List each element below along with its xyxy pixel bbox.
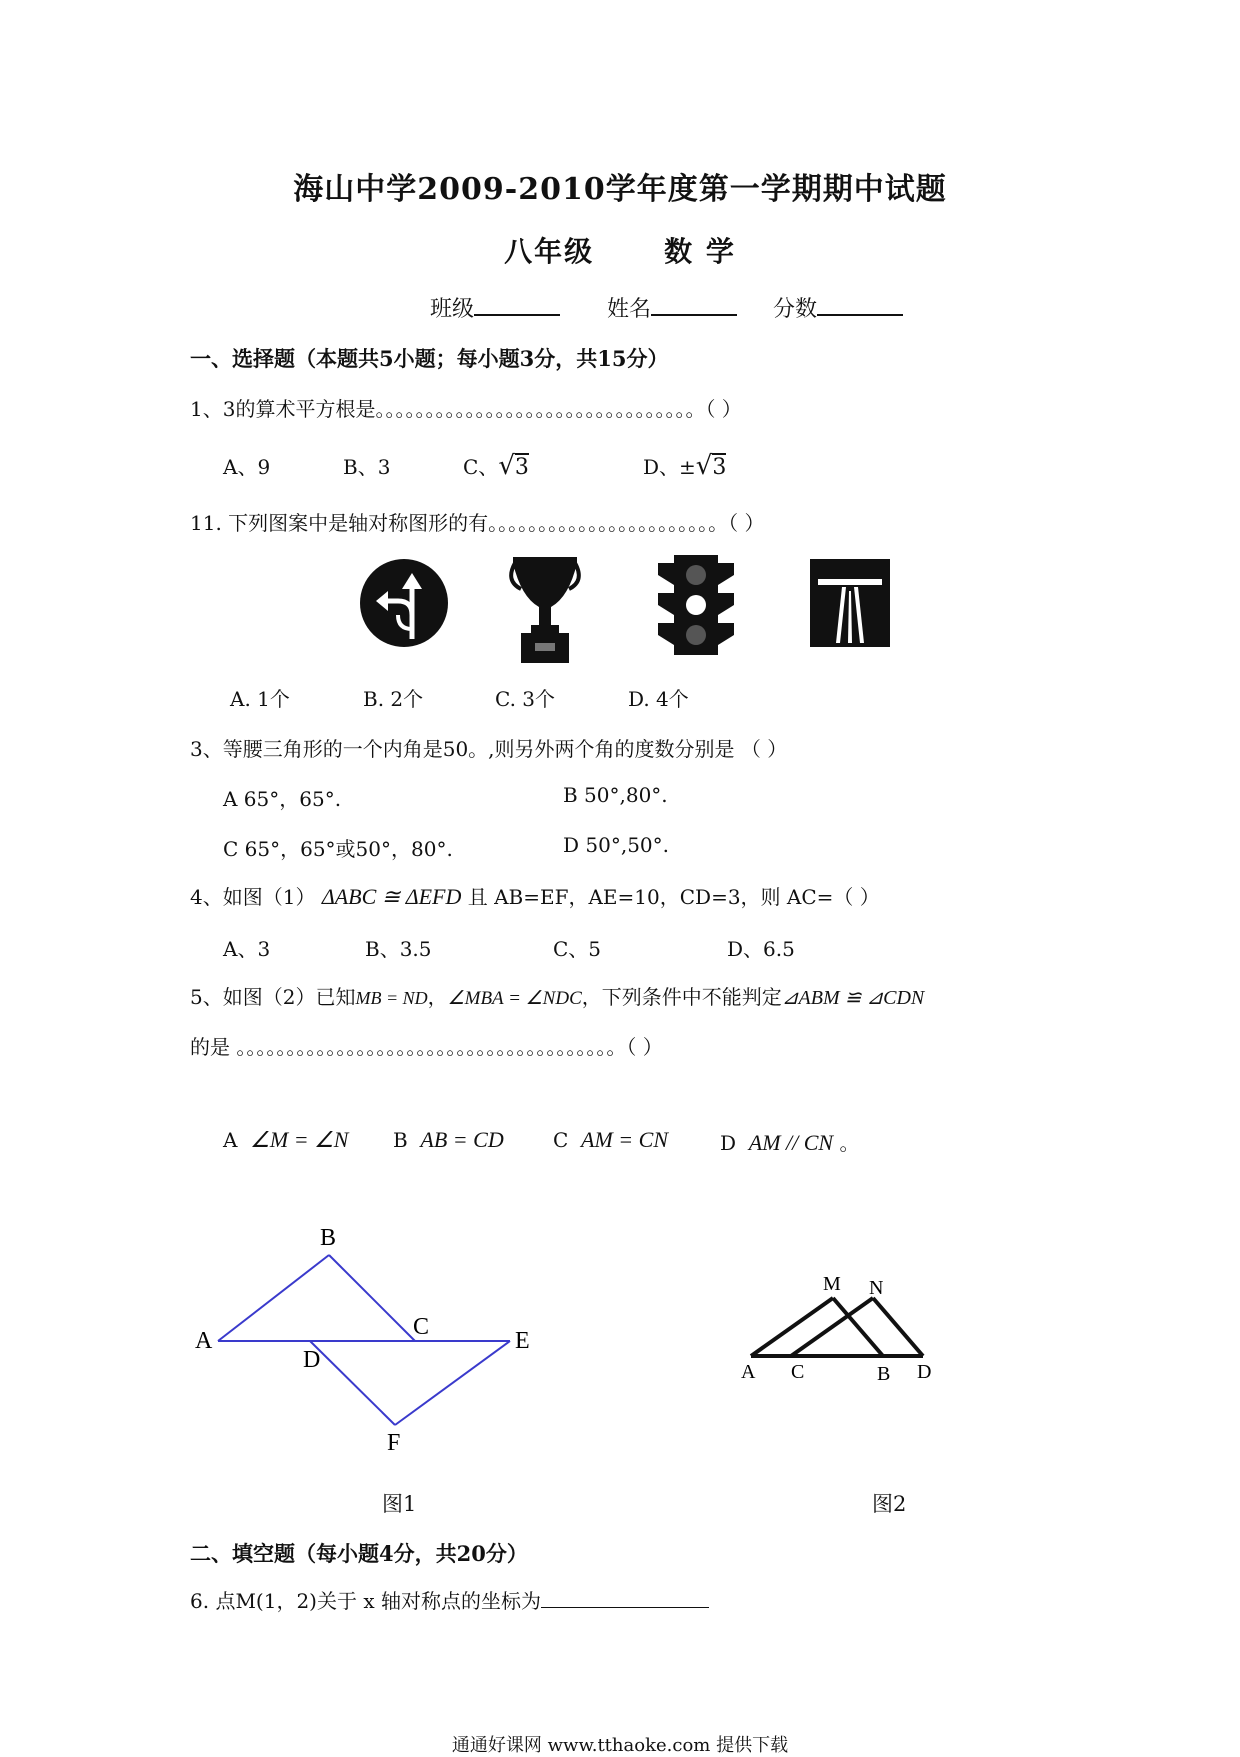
subject-label: 数 学: [664, 235, 736, 268]
q4-option-c: C、5: [553, 937, 602, 961]
exam-title: 海山中学2009-2010学年度第一学期期中试题: [293, 172, 947, 207]
figure1-diagram: [185, 1215, 545, 1465]
q3-option-b: B 50°,80°.: [563, 783, 668, 807]
q5-option-c: C AM = CN: [553, 1127, 668, 1152]
q1-option-b: B、3: [343, 455, 391, 479]
q2-option-c: C. 3个: [495, 687, 556, 711]
exam-subtitle: [0, 230, 1240, 270]
label-a: A: [741, 1361, 756, 1383]
q4-option-b: B、3.5: [365, 937, 432, 961]
q1-option-c: C、√3: [463, 451, 529, 481]
label-c: C: [791, 1361, 805, 1383]
figure1-caption: 图1: [382, 1492, 417, 1516]
segment-cn: [791, 1298, 873, 1356]
label-d: D: [303, 1347, 321, 1373]
q3-option-a: A 65°，65°.: [223, 787, 342, 811]
q2-option-d: D. 4个: [628, 687, 689, 711]
score-field: [773, 292, 903, 323]
q4-option-a: A、3: [223, 937, 271, 961]
label-a: A: [195, 1328, 213, 1354]
segment-fe: [395, 1341, 510, 1425]
label-c: C: [413, 1314, 430, 1340]
q5-stem: 5、如图（2）已知MB = ND，∠MBA = ∠NDC，下列条件中不能判定⊿ABM ≌ ⊿CDN: [190, 985, 925, 1009]
q1-stem: 1、3的算术平方根是。。。。。。。。。。。。。。。。。。。。。。。。。。。。。。。。（ ）: [190, 397, 742, 421]
class-field: [430, 292, 560, 323]
q5-option-a: A ∠M = ∠N: [223, 1127, 349, 1152]
q5-stem-line2: 的是 。。。。。。。。。。。。。。。。。。。。。。。。。。。。。。。。。。。。。。（ ）: [190, 1035, 663, 1059]
segment-am: [751, 1298, 833, 1356]
segment-ab: [218, 1255, 329, 1341]
segment-bc: [329, 1255, 415, 1341]
q4-stem: 4、如图（1） ΔABC ≅ ΔEFD 且 AB=EF，AE=10，CD=3，则 AC=（ ）: [190, 884, 880, 909]
name-field: [607, 292, 737, 323]
label-n: N: [869, 1277, 884, 1299]
q5-option-d: D AM // CN 。: [720, 1130, 860, 1155]
sqrt-radicand: 3: [514, 455, 529, 480]
label-b: B: [877, 1363, 891, 1385]
section1-heading: 一、选择题（本题共5小题；每小题3分，共15分）: [190, 346, 669, 371]
figure2-caption: 图2: [872, 1492, 907, 1516]
grade-label: 八年级: [504, 235, 595, 268]
q1-option-a: A、9: [223, 455, 271, 479]
segment-nd: [873, 1298, 923, 1356]
q4-congruence: ΔABC ≅ ΔEFD: [321, 884, 462, 909]
sqrt-radicand: 3: [712, 455, 727, 480]
label-d: D: [917, 1361, 932, 1383]
label-b: B: [320, 1225, 337, 1251]
q6-blank: [541, 1589, 709, 1608]
q2-stem: 11. 下列图案中是轴对称图形的有。。。。。。。。。。。。。。。。。。。。。。。（ ）: [190, 511, 765, 535]
score-blank: [817, 294, 903, 316]
name-blank: [651, 294, 737, 316]
trophy-icon: [505, 553, 585, 665]
q2-option-a: A. 1个: [230, 687, 290, 711]
segment-df: [310, 1341, 395, 1425]
sqrt-symbol: √: [498, 451, 515, 481]
q2-option-b: B. 2个: [363, 687, 424, 711]
score-label: 分数: [773, 297, 818, 322]
label-e: E: [515, 1328, 530, 1354]
class-blank: [474, 294, 560, 316]
label-m: M: [823, 1273, 841, 1295]
name-label: 姓名: [607, 297, 652, 322]
q6-stem: 6. 点M(1，2)关于 x 轴对称点的坐标为: [190, 1585, 709, 1614]
q3-option-c: C 65°，65°或50°，80°.: [223, 837, 453, 861]
q1-option-d: D、±√3: [643, 451, 727, 481]
traffic-light-icon: [654, 553, 738, 657]
road-sign-turn-icon: [358, 553, 450, 653]
sqrt-symbol: √: [695, 451, 713, 481]
q3-option-d: D 50°,50°.: [563, 833, 670, 857]
figure2-diagram: [735, 1260, 975, 1390]
label-f: F: [387, 1430, 401, 1456]
class-label: 班级: [430, 297, 475, 322]
section2-heading: 二、填空题（每小题4分，共20分）: [190, 1541, 528, 1566]
q5-option-b: B AB = CD: [393, 1127, 504, 1152]
q4-option-d: D、6.5: [727, 937, 795, 961]
footer-text: 通通好课网 www.tthaoke.com 提供下载: [451, 1735, 789, 1756]
q3-stem: 3、等腰三角形的一个内角是50。,则另外两个角的度数分别是 （ ）: [190, 737, 788, 761]
highway-sign-icon: [808, 557, 892, 649]
